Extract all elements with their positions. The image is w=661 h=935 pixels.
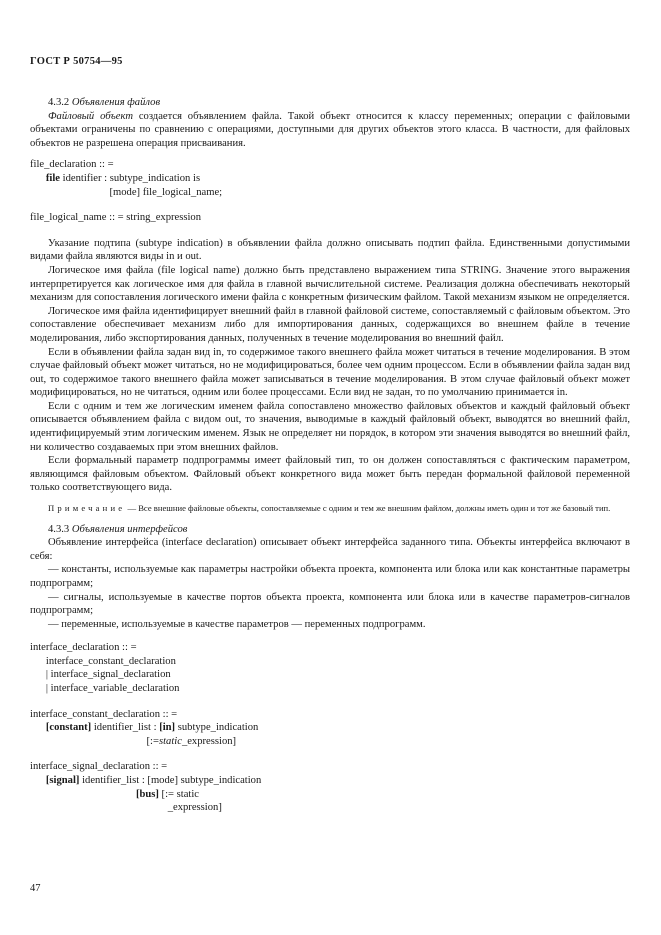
section-title: Объявления файлов — [71, 97, 161, 108]
paragraph: Если с одним и тем же логическим именем файла сопоставлено множество файловых объектов и каждый файловый объект описывается объявлением файла с видом out, то значения, выводимые в каждый файловый объект, выводятся во внешний файл, идентифицируемый этим логическим именем. Язык не определяет ни порядок, в котором эти значения выводятся во внешний файл, ни количество создаваемых при этом внешних файлов. — [30, 400, 630, 453]
syntax-interface-constant-declaration: interface_constant_declaration :: = [constant] identifier_list : [in] subtype_indication [:=static_expression] — [30, 708, 259, 747]
paragraph: Логическое имя файла (file logical name) должно быть представлено выражением типа STRING. Значение этого выражения интерпретируется как логическое имя для файла в главной вычислительной системе. Реализация должна обеспечивать некоторый механизм для сопоставления логического имени файла с конкретным физическим файлом. Такой механизм языком не определяется. — [30, 264, 630, 304]
note — [30, 503, 630, 515]
paragraph: Если в объявлении файла задан вид in, то содержимое такого внешнего файла может читаться в течение моделирования. В этом случае файловый объект может читаться, но не модифицироваться, более чем одним процессом. Если в объявлении файла задан вид out, то содержимое такого внешнего файла может записываться в течение моделирования. В этом случае файловый объект может модифицироваться, но не читаться, одним или более процессами. Если вид не задан, то по умолчанию принимается in. — [30, 346, 630, 399]
note-text: — Все внешние файловые объекты, сопоставляемые с одним и тем же внешним файлом, должны иметь один и тот же базовый тип. — [125, 503, 611, 514]
section-number: 4.3.2 — [48, 97, 70, 108]
syntax-interface-signal-declaration: interface_signal_declaration :: = [signal] identifier_list : [mode] subtype_indication [bus] [:= static _expression] — [30, 761, 262, 814]
section-heading-4-3-2 — [30, 96, 630, 110]
page-number: 47 — [30, 883, 41, 894]
list-item: — сигналы, используемые в качестве портов объекта проекта, компонента или блока или в качестве параметров-сигналов подпрограмм; — [30, 591, 630, 617]
paragraph: Указание подтипа (subtype indication) в объявлении файла должно описывать подтип файла. Единственными допустимыми видами файла являются виды in и out. — [30, 237, 630, 263]
term-emphasis: Файловый объект — [48, 110, 133, 122]
standard-header: ГОСТ Р 50754—95 — [30, 56, 123, 67]
paragraph: Файловый объект создается объявлением файла. Такой объект относится к классу переменных; операции с файловыми объектами ограничены по сравнению с операциями, доступными для других объектов этого класса. В частности, для файловых объектов не разрешена операция присваивания. — [30, 110, 630, 149]
paragraph: Объявление интерфейса (interface declaration) описывает объект интерфейса заданного типа. Объекты интерфейса включают в себя: — [30, 537, 630, 562]
list-item: — константы, используемые как параметры настройки объекта проекта, компонента или блока или как константные параметры подпрограмм; — [30, 564, 630, 589]
syntax-file-declaration: file_declaration :: = file identifier : subtype_indication is [mode] file_logical_name; — [30, 158, 630, 199]
section-heading-4-3-3 — [30, 523, 630, 537]
syntax-file-logical-name: file_logical_name :: = string_expression — [30, 212, 202, 224]
note-label: Примечание — [48, 503, 126, 514]
syntax-interface-declaration: interface_declaration :: = interface_constant_declaration | interface_signal_declaration | interface_variable_declaration — [30, 642, 180, 695]
section-number: 4.3.3 — [48, 523, 70, 535]
paragraph: Логическое имя файла идентифицирует внешний файл в главной файловой системе, сопоставляемый с файловым объектом. Это сопоставление обеспечивает механизм либо для импортирования данных, содержащихся во внешнем файле в течение моделирования, либо экспортирования данных, полученных в течение моделирования во внешний файл. — [30, 305, 630, 344]
list-item: — переменные, используемые в качестве параметров — переменных подпрограмм. — [48, 618, 426, 630]
syntax-line-bold: file identifier : subtype_indication is — [45, 172, 201, 184]
paragraph: Если формальный параметр подпрограммы имеет файловый тип, то он должен сопоставляться с фактическим параметром, являющимся файловым объектом. Файловый объект конкретного вида может быть передан формальной файловой переменной только соответствующего вида. — [30, 455, 630, 494]
main-text — [30, 96, 630, 815]
section-title: Объявления интерфейсов — [71, 523, 188, 535]
